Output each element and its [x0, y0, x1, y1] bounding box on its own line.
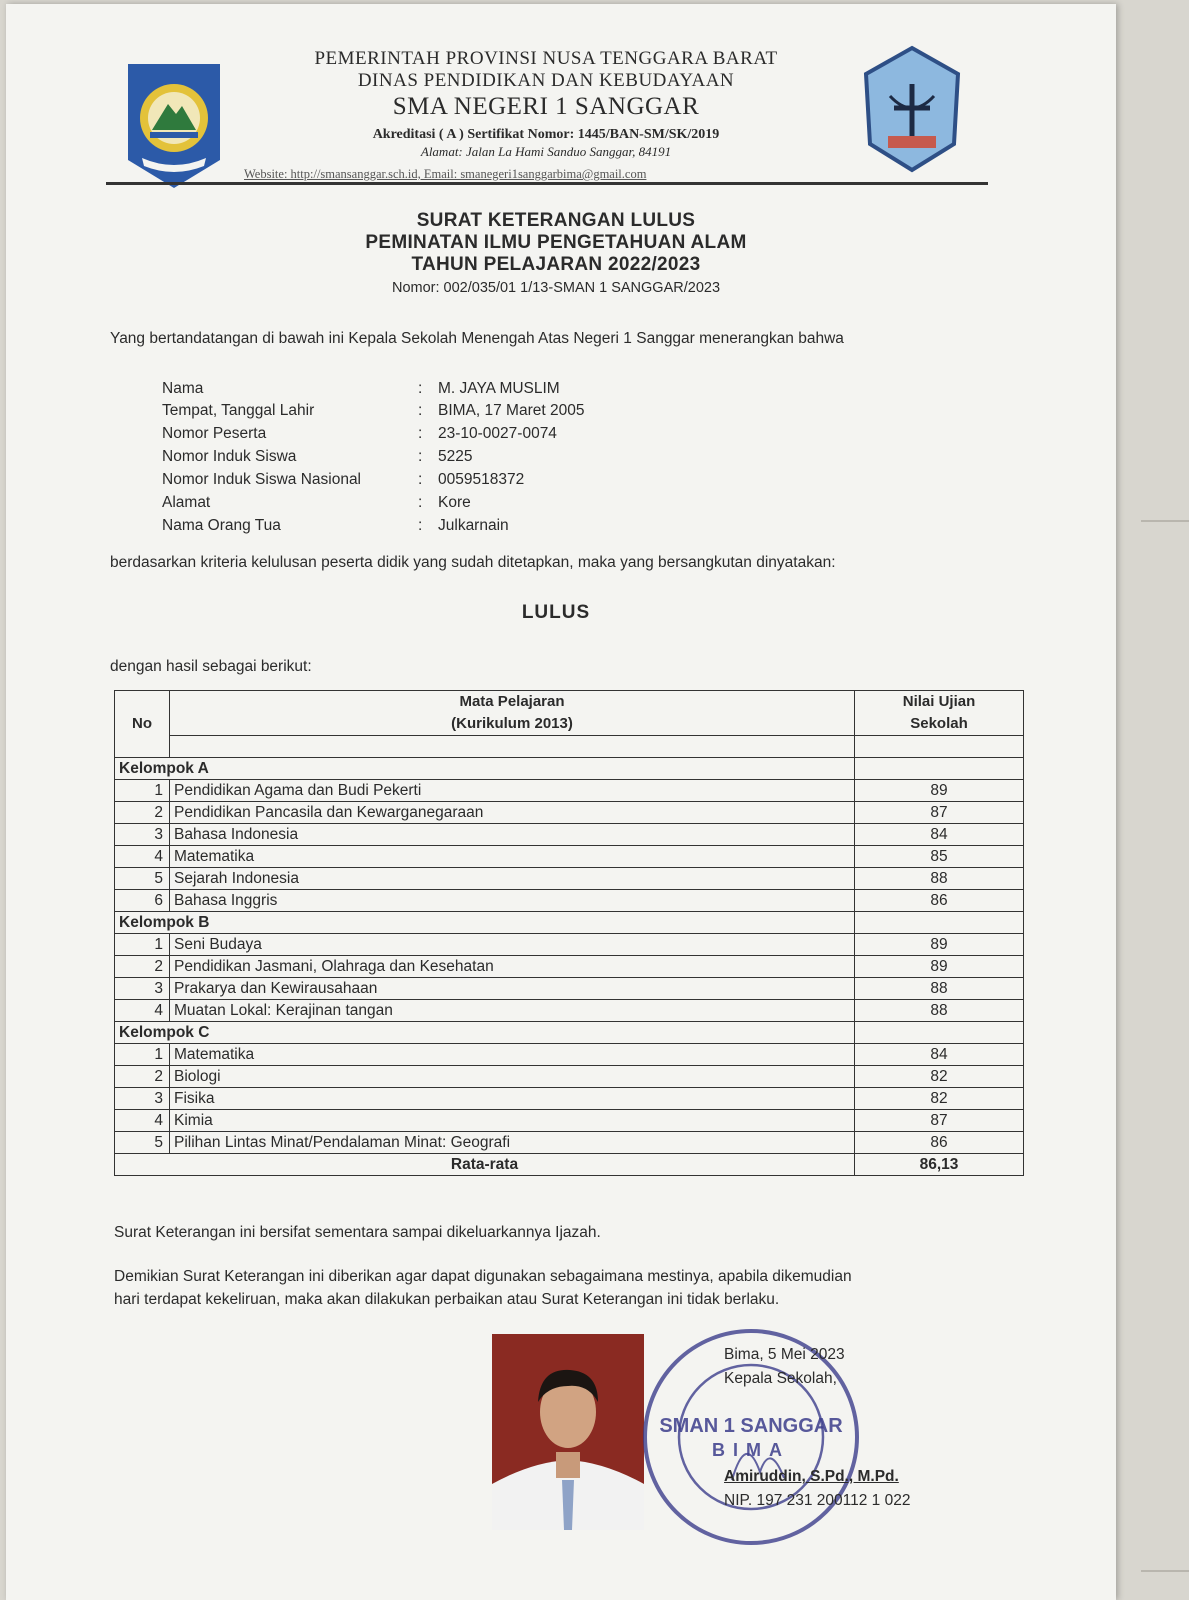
certificate-page — [6, 4, 1116, 1600]
identity-separator: : — [418, 471, 423, 488]
row-score: 87 — [855, 802, 1024, 824]
identity-label: Nomor Induk Siswa Nasional — [162, 471, 362, 488]
group-row — [115, 758, 1024, 780]
row-number: 4 — [115, 846, 170, 868]
row-score: 82 — [855, 1088, 1024, 1110]
row-subject: Pendidikan Agama dan Budi Pekerti — [170, 780, 855, 802]
row-number: 3 — [115, 824, 170, 846]
identity-value: 0059518372 — [438, 471, 525, 488]
table-row — [115, 956, 1024, 978]
letterhead-divider — [106, 182, 988, 185]
average-row — [115, 1154, 1024, 1176]
closing-line-2: hari terdapat kekeliruan, maka akan dilakukan perbaikan atau Surat Keterangan ini tidak berlaku. — [114, 1291, 780, 1308]
table-row — [115, 824, 1024, 846]
identity-label: Tempat, Tanggal Lahir — [162, 402, 315, 419]
signature-place-date: Bima, 5 Mei 2023 — [724, 1346, 845, 1363]
row-number: 2 — [115, 1066, 170, 1088]
identity-value: 5225 — [438, 448, 473, 465]
criteria-text: berdasarkan kriteria kelulusan peserta didik yang sudah ditetapkan, maka yang bersangkutan dinyatakan: — [110, 554, 836, 571]
title-line-1: SURAT KETERANGAN LULUS — [416, 210, 696, 231]
identity-separator: : — [418, 448, 423, 465]
header-score — [855, 691, 1024, 736]
header-score-line-2: Sekolah — [910, 715, 968, 732]
row-score: 88 — [855, 978, 1024, 1000]
row-score: 87 — [855, 1110, 1024, 1132]
title-line-2: PEMINATAN ILMU PENGETAHUAN ALAM — [365, 232, 747, 253]
row-number: 1 — [115, 934, 170, 956]
table-row — [115, 1000, 1024, 1022]
identity-row — [162, 494, 762, 516]
letterhead-school-name: SMA NEGERI 1 SANGGAR — [392, 93, 700, 120]
header-subject-line-2: (Kurikulum 2013) — [451, 715, 573, 732]
row-number: 1 — [115, 1044, 170, 1066]
row-score: 89 — [855, 780, 1024, 802]
document-title — [276, 210, 836, 276]
row-number: 6 — [115, 890, 170, 912]
stamp-center-text: SMAN 1 SANGGAR — [659, 1415, 843, 1437]
student-photo — [492, 1334, 644, 1530]
row-subject: Kimia — [170, 1110, 855, 1132]
identity-row — [162, 380, 762, 402]
identity-value: BIMA, 17 Maret 2005 — [438, 402, 585, 419]
identity-value: Julkarnain — [438, 517, 509, 534]
average-label: Rata-rata — [115, 1154, 855, 1176]
identity-value: 23-10-0027-0074 — [438, 425, 557, 442]
signature-nip: NIP. 197 231 200112 1 022 — [724, 1492, 911, 1509]
row-score: 88 — [855, 1000, 1024, 1022]
header-subject-line-1: Mata Pelajaran — [459, 693, 565, 710]
identity-label: Nomor Induk Siswa — [162, 448, 297, 465]
row-number: 5 — [115, 868, 170, 890]
letterhead-department: DINAS PENDIDIKAN DAN KEBUDAYAAN — [357, 70, 735, 91]
row-number: 4 — [115, 1110, 170, 1132]
letterhead-address: Alamat: Jalan La Hami Sanduo Sanggar, 84191 — [420, 144, 672, 159]
row-score: 85 — [855, 846, 1024, 868]
row-score: 89 — [855, 956, 1024, 978]
row-subject: Seni Budaya — [170, 934, 855, 956]
row-subject: Bahasa Inggris — [170, 890, 855, 912]
group-name: Kelompok C — [115, 1022, 855, 1044]
identity-separator: : — [418, 380, 423, 397]
table-row — [115, 1110, 1024, 1132]
row-score: 86 — [855, 890, 1024, 912]
group-score-empty — [855, 758, 1024, 780]
grades-table — [114, 690, 1024, 1176]
school-logo-icon — [858, 44, 966, 174]
floor-tile-edge — [1141, 520, 1189, 522]
title-line-3: TAHUN PELAJARAN 2022/2023 — [411, 254, 701, 275]
signature-name: Amiruddin, S.Pd., M.Pd. — [724, 1468, 899, 1485]
identity-separator: : — [418, 517, 423, 534]
table-row — [115, 868, 1024, 890]
table-row — [115, 780, 1024, 802]
stamp-city-text: BIMA — [712, 1440, 790, 1460]
table-row — [115, 846, 1024, 868]
group-score-empty — [855, 1022, 1024, 1044]
row-subject: Muatan Lokal: Kerajinan tangan — [170, 1000, 855, 1022]
row-score: 82 — [855, 1066, 1024, 1088]
row-subject: Fisika — [170, 1088, 855, 1110]
student-portrait-icon — [492, 1334, 644, 1530]
result-status: LULUS — [521, 602, 591, 623]
row-number: 1 — [115, 780, 170, 802]
row-number: 2 — [115, 956, 170, 978]
row-subject: Matematika — [170, 846, 855, 868]
group-row — [115, 912, 1024, 934]
province-logo-icon — [124, 60, 224, 190]
closing-line-1: Demikian Surat Keterangan ini diberikan agar dapat digunakan sebagaimana mestinya, apabila dikemudian — [114, 1268, 852, 1285]
identity-separator: : — [418, 402, 423, 419]
header-no: No — [115, 691, 170, 758]
identity-row — [162, 448, 762, 470]
row-number: 3 — [115, 1088, 170, 1110]
table-row — [115, 978, 1024, 1000]
table-row — [115, 1088, 1024, 1110]
average-value: 86,13 — [855, 1154, 1024, 1176]
identity-row — [162, 425, 762, 447]
header-score-line-1: Nilai Ujian — [902, 693, 976, 710]
row-number: 4 — [115, 1000, 170, 1022]
row-number: 5 — [115, 1132, 170, 1154]
identity-separator: : — [418, 494, 423, 511]
identity-value: M. JAYA MUSLIM — [438, 380, 560, 397]
table-row — [115, 1132, 1024, 1154]
row-subject: Pendidikan Jasmani, Olahraga dan Kesehatan — [170, 956, 855, 978]
table-row — [115, 1066, 1024, 1088]
group-score-empty — [855, 912, 1024, 934]
signature-position: Kepala Sekolah, — [724, 1370, 837, 1387]
intro-text: Yang bertandatangan di bawah ini Kepala Sekolah Menengah Atas Negeri 1 Sanggar menerangkan bahwa — [110, 330, 844, 347]
floor-tile-edge — [1141, 1570, 1189, 1572]
identity-label: Nama — [162, 380, 204, 397]
table-row — [115, 934, 1024, 956]
row-score: 84 — [855, 824, 1024, 846]
letterhead-website: Website: http://smansanggar.sch.id, Email: smanegeri1sanggarbima@gmail.com — [244, 167, 647, 181]
letterhead — [246, 48, 846, 160]
row-score: 88 — [855, 868, 1024, 890]
row-score: 89 — [855, 934, 1024, 956]
identity-value: Kore — [438, 494, 471, 511]
identity-row — [162, 471, 762, 493]
identity-label: Alamat — [162, 494, 211, 511]
row-subject: Pendidikan Pancasila dan Kewarganegaraan — [170, 802, 855, 824]
header-subject — [170, 691, 855, 736]
document-number: Nomor: 002/035/01 1/13-SMAN 1 SANGGAR/2023 — [391, 280, 721, 296]
table-row — [115, 802, 1024, 824]
row-subject: Biologi — [170, 1066, 855, 1088]
letterhead-accreditation: Akreditasi ( A ) Sertifikat Nomor: 1445/BAN-SM/SK/2019 — [372, 127, 720, 142]
identity-label: Nomor Peserta — [162, 425, 267, 442]
temporary-note: Surat Keterangan ini bersifat sementara sampai dikeluarkannya Ijazah. — [114, 1224, 601, 1241]
table-row — [115, 1044, 1024, 1066]
row-subject: Sejarah Indonesia — [170, 868, 855, 890]
identity-label: Nama Orang Tua — [162, 517, 281, 534]
table-row — [115, 890, 1024, 912]
group-name: Kelompok B — [115, 912, 855, 934]
identity-row — [162, 517, 762, 539]
row-subject: Prakarya dan Kewirausahaan — [170, 978, 855, 1000]
row-number: 3 — [115, 978, 170, 1000]
header-spacer — [170, 736, 855, 758]
identity-row — [162, 402, 762, 424]
row-score: 86 — [855, 1132, 1024, 1154]
identity-separator: : — [418, 425, 423, 442]
row-number: 2 — [115, 802, 170, 824]
row-subject: Matematika — [170, 1044, 855, 1066]
group-row — [115, 1022, 1024, 1044]
header-spacer — [855, 736, 1024, 758]
row-subject: Pilihan Lintas Minat/Pendalaman Minat: Geografi — [170, 1132, 855, 1154]
group-name: Kelompok A — [115, 758, 855, 780]
row-score: 84 — [855, 1044, 1024, 1066]
row-subject: Bahasa Indonesia — [170, 824, 855, 846]
letterhead-government: PEMERINTAH PROVINSI NUSA TENGGARA BARAT — [314, 48, 778, 69]
results-intro: dengan hasil sebagai berikut: — [110, 658, 312, 675]
